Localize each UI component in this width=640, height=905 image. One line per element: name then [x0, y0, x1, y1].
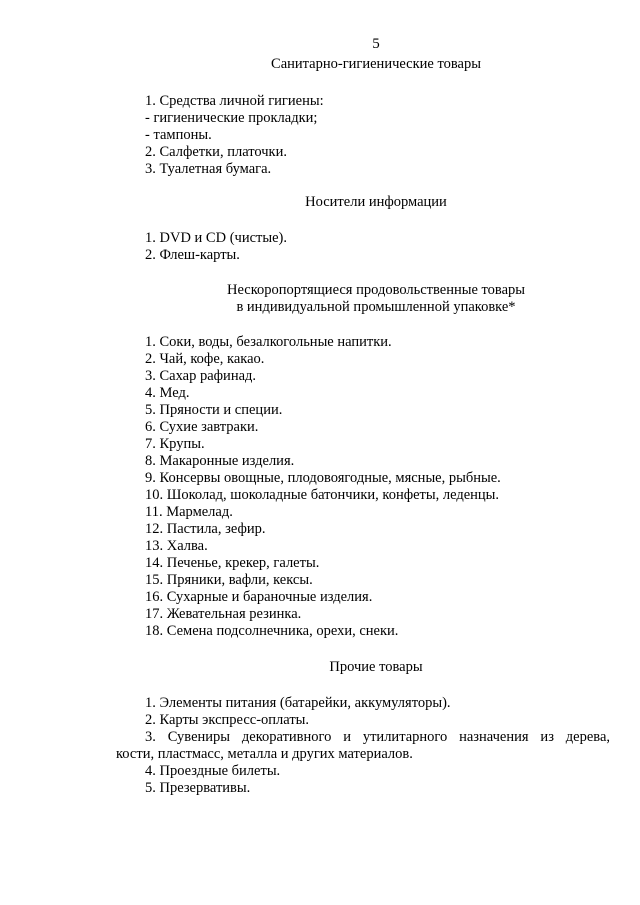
list-item: 3. Сахар рафинад.: [145, 368, 257, 384]
section-title-other: Прочие товары: [329, 659, 423, 675]
list-item: 1. Средства личной гигиены:: [145, 93, 324, 109]
list-item: 17. Жевательная резинка.: [145, 606, 302, 622]
list-item: 4. Проездные билеты.: [145, 763, 281, 779]
page-number: 5: [372, 36, 380, 52]
list-item: 16. Сухарные и бараночные изделия.: [145, 589, 373, 605]
list-item: 7. Крупы.: [145, 436, 205, 452]
list-item-continuation: кости, пластмасс, металла и других материалов.: [116, 746, 413, 762]
list-item: 2. Флеш-карты.: [145, 247, 240, 263]
list-item: 2. Карты экспресс-оплаты.: [145, 712, 310, 728]
list-item: 9. Консервы овощные, плодовоягодные, мясные, рыбные.: [145, 470, 501, 486]
list-item: 3. Туалетная бумага.: [145, 161, 272, 177]
list-item: 6. Сухие завтраки.: [145, 419, 259, 435]
list-item: 13. Халва.: [145, 538, 208, 554]
list-item: 4. Мед.: [145, 385, 190, 401]
section-title-media: Носители информации: [305, 194, 447, 210]
list-item: 8. Макаронные изделия.: [145, 453, 295, 469]
list-item: 2. Чай, кофе, какао.: [145, 351, 265, 367]
list-item: - тампоны.: [145, 127, 212, 143]
list-item: 10. Шоколад, шоколадные батончики, конфеты, леденцы.: [145, 487, 500, 503]
list-item: 14. Печенье, крекер, галеты.: [145, 555, 320, 571]
list-item: 1. Соки, воды, безалкогольные напитки.: [145, 334, 392, 350]
list-item: 12. Пастила, зефир.: [145, 521, 266, 537]
section-title-food-line2: в индивидуальной промышленной упаковке*: [236, 299, 516, 315]
list-item: 15. Пряники, вафли, кексы.: [145, 572, 313, 588]
list-item: 5. Пряности и специи.: [145, 402, 283, 418]
list-item: 2. Салфетки, платочки.: [145, 144, 287, 160]
list-item: 3. Сувениры декоративного и утилитарного назначения из дерева,: [145, 729, 610, 745]
list-item: - гигиенические прокладки;: [145, 110, 318, 126]
list-item: 1. DVD и CD (чистые).: [145, 230, 287, 246]
section-title-food-line1: Нескоропортящиеся продовольственные товары: [227, 282, 525, 298]
list-item: 1. Элементы питания (батарейки, аккумуляторы).: [145, 695, 451, 711]
section-title-hygiene: Санитарно-гигиенические товары: [271, 56, 481, 72]
list-item: 11. Мармелад.: [145, 504, 233, 520]
list-item: 5. Презервативы.: [145, 780, 251, 796]
list-item: 18. Семена подсолнечника, орехи, снеки.: [145, 623, 399, 639]
